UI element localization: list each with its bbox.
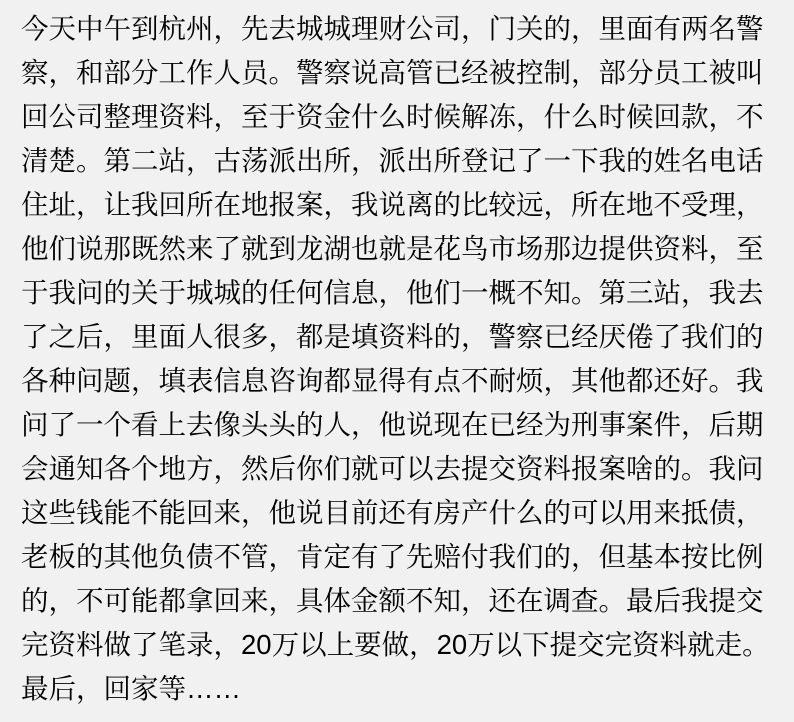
text-line: 老板的其他负债不管，肯定有了先赔付我们的，但基本按比例: [21, 541, 764, 572]
text-line: 的，不可能都拿回来，具体金额不知，还在调查。最后我提交: [21, 585, 764, 616]
text-line: 了之后，里面人很多，都是填资料的，警察已经厌倦了我们的: [21, 321, 764, 352]
text-line: 察，和部分工作人员。警察说高管已经被控制，部分员工被叫: [21, 57, 764, 88]
text-line: 最后，回家等……: [21, 673, 241, 704]
text-line: 清楚。第二站，古荡派出所，派出所登记了一下我的姓名电话: [21, 145, 764, 176]
text-line: 今天中午到杭州，先去城城理财公司，门关的，里面有两名警: [21, 13, 764, 44]
text-line: 回公司整理资料，至于资金什么时候解冻，什么时候回款，不: [21, 101, 764, 132]
text-line: 完资料做了笔录，20万以上要做，20万以下提交完资料就走。: [21, 629, 770, 660]
text-line: 于我问的关于城城的任何信息，他们一概不知。第三站，我去: [21, 277, 764, 308]
text-line: 他们说那既然来了就到龙湖也就是花鸟市场那边提供资料，至: [21, 233, 764, 264]
text-line: 问了一个看上去像头头的人，他说现在已经为刑事案件，后期: [21, 409, 764, 440]
text-line: 这些钱能不能回来，他说目前还有房产什么的可以用来抵债，: [21, 497, 764, 528]
text-line: 会通知各个地方，然后你们就可以去提交资料报案啥的。我问: [21, 453, 764, 484]
text-line: 住址，让我回所在地报案，我说离的比较远，所在地不受理，: [21, 189, 764, 220]
text-line: 各种问题，填表信息咨询都显得有点不耐烦，其他都还好。我: [21, 365, 764, 396]
